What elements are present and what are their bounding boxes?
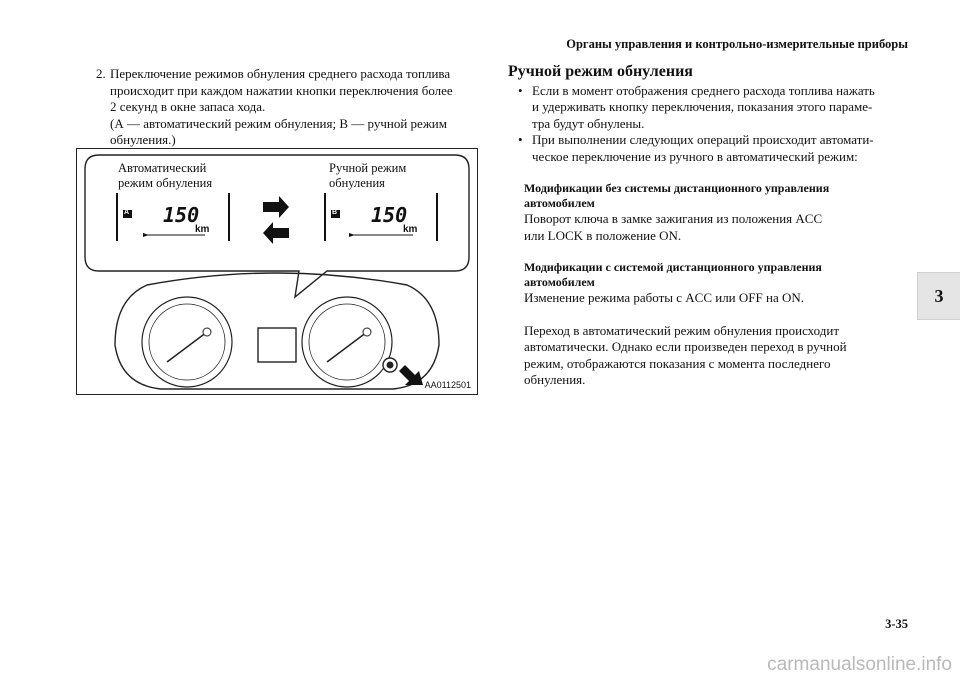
item-line: обнуления.) bbox=[110, 132, 176, 147]
subheading-line: автомобилем bbox=[524, 196, 595, 210]
section-heading: Ручной режим обнуления bbox=[508, 63, 693, 80]
auto-mode-label: Автоматический bbox=[118, 161, 207, 175]
left-needle bbox=[167, 332, 207, 362]
bullet-line: При выполнении следующих операций происходит автомати- bbox=[532, 132, 874, 147]
paragraph-line: автоматически. Однако если произведен переход в ручной bbox=[524, 339, 847, 354]
right-gauge-inner bbox=[309, 304, 385, 380]
manual-mode-label: обнуления bbox=[329, 176, 385, 190]
right-gauge bbox=[302, 297, 392, 387]
subheading-without-remote bbox=[508, 181, 908, 211]
right-needle bbox=[327, 332, 367, 362]
item-line: Переключение режимов обнуления среднего расхода топлива bbox=[110, 66, 451, 81]
range-value: 150 bbox=[163, 203, 200, 227]
subheading-with-remote bbox=[508, 260, 908, 290]
center-display bbox=[258, 328, 296, 362]
chapter-tab: 3 bbox=[917, 272, 960, 320]
auto-mode-label: режим обнуления bbox=[118, 176, 213, 190]
paragraph bbox=[508, 211, 908, 244]
item-line: 2 секунд в окне запаса хода. bbox=[110, 99, 266, 114]
range-unit: km bbox=[195, 224, 210, 235]
watermark: carmanualsonline.info bbox=[767, 654, 952, 675]
paragraph-line: или LOCK в положение ON. bbox=[524, 227, 682, 243]
instrument-cluster-figure bbox=[76, 148, 478, 395]
left-gauge-inner bbox=[149, 304, 225, 380]
badge-a: A bbox=[124, 209, 130, 216]
badge-b: B bbox=[332, 209, 338, 216]
paragraph-line: Поворот ключа в замке зажигания из положения ACC bbox=[524, 211, 823, 226]
gauge-hub bbox=[203, 328, 211, 336]
subheading-line: Модификации с системой дистанционного управления bbox=[524, 260, 822, 274]
range-value: 150 bbox=[371, 203, 408, 227]
paragraph-line: обнуления. bbox=[524, 372, 586, 387]
subheading-line: автомобилем bbox=[524, 275, 595, 289]
gauge-hub bbox=[363, 328, 371, 336]
item-line: (А — автоматический режим обнуления; В — ручной режим bbox=[110, 115, 447, 131]
paragraph-line: Переход в автоматический режим обнуления происходит bbox=[524, 322, 840, 338]
manual-reset-section bbox=[508, 64, 908, 389]
switch-button-core bbox=[387, 362, 394, 369]
bullet-line: и удерживать кнопку переключения, показания этого параме- bbox=[532, 99, 873, 114]
paragraph bbox=[508, 323, 908, 389]
bullet-line: ческое переключение из ручного в автоматический режим: bbox=[532, 148, 858, 164]
bullet-line: тра будут обнулены. bbox=[532, 115, 645, 131]
pointer-arrow-icon bbox=[399, 365, 423, 385]
manual-mode-label: Ручной режим bbox=[329, 161, 407, 175]
running-header: Органы управления и контрольно-измерительные приборы bbox=[566, 37, 908, 51]
bullet-dot: • bbox=[518, 82, 523, 98]
paragraph-line: режим, отображаются показания с момента последнего bbox=[524, 355, 831, 371]
subheading-line: Модификации без системы дистанционного управления bbox=[524, 181, 830, 195]
left-gauge bbox=[142, 297, 232, 387]
bullet-line: Если в момент отображения среднего расхода топлива нажать bbox=[532, 82, 875, 98]
item-line: происходит при каждом нажатии кнопки переключения более bbox=[110, 82, 453, 98]
bullet-dot: • bbox=[518, 132, 523, 147]
range-unit: km bbox=[403, 224, 418, 235]
bullet-item bbox=[508, 83, 908, 133]
paragraph-line: Изменение режима работы с ACC или OFF на ON. bbox=[524, 290, 804, 305]
figure-code: AA0112501 bbox=[424, 380, 471, 390]
page-number: 3-35 bbox=[885, 617, 908, 631]
bullet-item bbox=[508, 132, 908, 165]
paragraph bbox=[508, 290, 908, 307]
item-number: 2. bbox=[96, 66, 106, 81]
numbered-item-2 bbox=[96, 66, 486, 149]
